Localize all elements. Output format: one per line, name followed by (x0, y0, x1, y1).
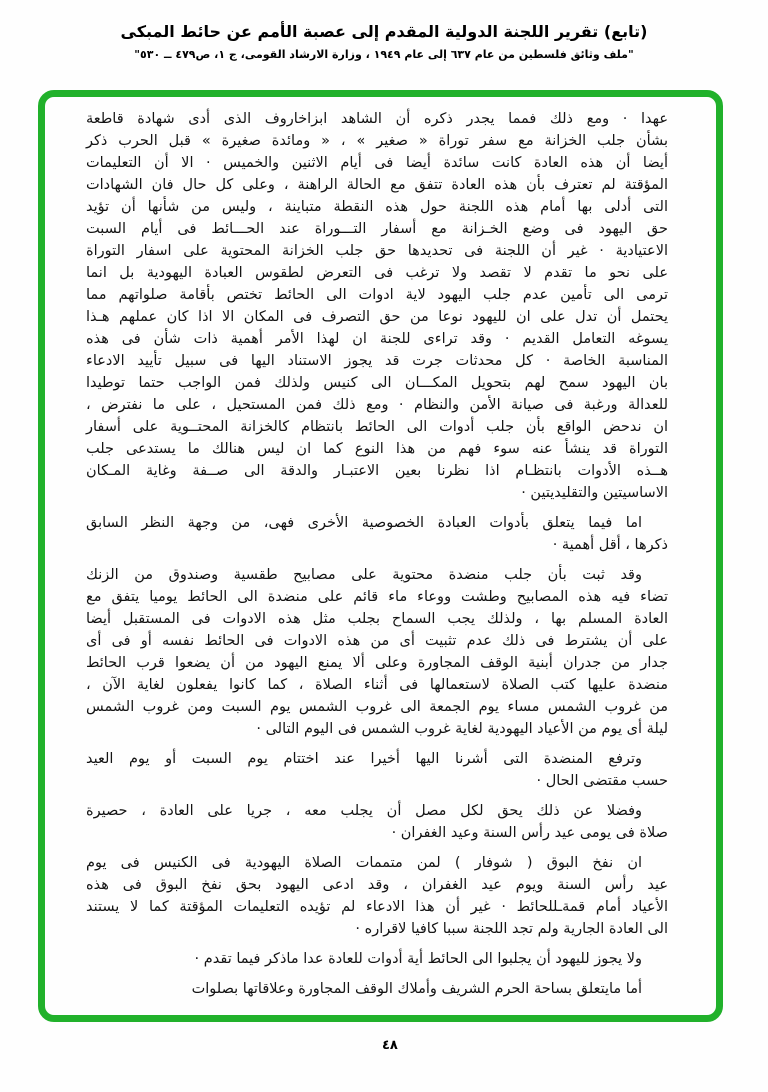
text-line: هــذه الأدوات بانتظـام اذا نظرنا بعين الاعتبـار والدقة الى صــفة وغاية المـكان (86, 463, 668, 479)
text-line: الاعتيادية · غير أن اللجنة فى تحديدها حق جلب الخزانة المحتوية على اسفار التوراة (86, 243, 668, 259)
text-line: اما فيما يتعلق بأدوات العبادة الخصوصية الأخرى فهى، من وجهة النظر السابق (86, 515, 642, 531)
text-line: العادة المسلم بها ، ولذلك يجب السماح بجلب مثل هذه الادوات فى المستقبل أيضا (86, 611, 668, 627)
text-line: بشأن جلب الخزانة مع سفر توراة « صغير » ، « ومائدة صغيرة » قبل الحرب ذكر (86, 133, 668, 149)
paragraph (86, 564, 668, 740)
text-line: حق اليهود فى وضع الخـزانة مع أسفار التـــوراة عند الحـــائط فى أيام السبت (86, 221, 668, 237)
text-line: المؤقتة لم تعترف بأن هذه العادة تتفق مع الحالة الراهنة ، وعلى كل حال فان الشهادات (86, 177, 668, 193)
text-line: يحتمل أن تدل على ان لليهود نوعا من حق التصرف فى المكان الا اذا كان عملهم هـذا (86, 309, 668, 325)
text-line: منضدة عليها كتب الصلاة لاستعمالها فى أثناء الصلاة ، كما كانوا يفعلون لغاية الآن ، (86, 677, 668, 693)
text-line: الأعياد أمام قمةـللحائط · غير أن هذا الادعاء لم تؤيده التعليمات المؤقتة كما لا يستند (86, 899, 668, 915)
text-line: ليلة أى يوم من الأعياد اليهودية لغاية غروب الشمس فى اليوم التالى · (256, 721, 668, 737)
text-line: صلاة فى يومى عيد رأس السنة وعيد الغفران · (391, 825, 668, 841)
paragraph (86, 948, 668, 970)
text-line: على نحو ما تقدم لا تقصد ولا ترغب فى التعرض لطقوس العبادة اليهودية بل انما (86, 265, 668, 281)
text-line: يسوغه التعامل القديم · وقد تراءى للجنة ان لهذا الأمر أهمية ذات شأن فى هذه (86, 331, 668, 347)
paragraph (86, 978, 668, 1000)
text-line: حسب مقتضى الحال · (536, 773, 668, 789)
text-line: وترفع المنضدة التى أشرنا اليها أخيرا عند اختتام يوم السبت أو يوم العيد (86, 751, 642, 767)
source-citation: "ملف وثائق فلسطين من عام ٦٣٧ إلى عام ١٩٤٩ ، وزارة الارشاد القومى، ج ١، ص٤٧٩ ــ ٥٣٠" (134, 48, 634, 61)
text-line: عهدا · ومع ذلك فمما يجدر ذكره أن الشاهد ابزاخاروف الذى أدى شهادة قاطعة (86, 111, 668, 127)
text-line: من غروب الشمس مساء يوم الجمعة الى غروب الشمس يوم السبت ومن غروب الشمس (86, 699, 668, 715)
text-line: وفضلا عن ذلك يحق لكل مصل أن يجلب معه ، جريا على العادة ، حصيرة (86, 803, 642, 819)
text-line: على أن يشترط فى ذلك عدم تثبيت أى من هذه الادوات فى الحائط نفسه أو فى أى (86, 633, 668, 649)
text-line: الى العادة الجارية ولم تجد اللجنة سببا كافيا لاقراره · (355, 921, 668, 937)
paragraph (86, 512, 668, 556)
report-title: (تابع) تقرير اللجنة الدولية المقدم إلى عصبة الأمم عن حائط المبكى (120, 22, 648, 41)
text-line: التوراة قد ينشأ عنه سوء فهم من هذا النوع كما ان ليس هنالك ما يستدعى جلب (86, 441, 668, 457)
text-line: ان ندحض الواقع بأن جلب أدوات الى الحائط بانتظام كالخزانة المحتــوية على أسفار (86, 419, 668, 435)
paragraph (86, 108, 668, 504)
paragraph (86, 852, 668, 940)
text-line: ذكرها ، أقل أهمية · (552, 537, 668, 553)
text-line: أيضا أن هذه العادة كانت سائدة أيضا فى أيام الاثنين والخميس · الا أن التعليمات (86, 155, 668, 171)
text-line: جدار من جدران أبنية الوقف المجاورة وعلى ألا يمنع اليهود من أن يضعوا قرب الحائط (86, 655, 668, 671)
text-line: وقد ثبت بأن جلب منضدة محتوية على مصابيح طقسية وصندوق من الزنك (86, 567, 642, 583)
text-line: عيد رأس السنة ويوم عيد الغفران ، وقد ادعى اليهود بحق نفخ البوق فى هذه (86, 877, 668, 893)
text-line: ترمى الى تأمين عدم جلب اليهود لاية ادوات الى الحائط تختص بأقامة صلواتهم مما (86, 287, 668, 303)
text-line: بان اليهود سمح لهم بتحويل المكـــان الى كنيس ولذلك فمن الواجب حتما توطيدا (86, 375, 668, 391)
page-header (0, 22, 768, 61)
text-line: المناسبة الخاصة · كل محدثات جرت قد يجوز الاستناد اليها فى سبيل تأييد الادعاء (86, 353, 668, 369)
text-line: الاساسيتين والتقليديتين · (521, 485, 668, 501)
text-line: للعدالة ورغبة فى صيانة الأمن والنظام · ومع ذلك فمن المستحيل ، على ما نفترض ، (86, 397, 668, 413)
text-line: أما مايتعلق بساحة الحرم الشريف وأملاك الوقف المجاورة وعلاقاتها بصلوات (191, 981, 642, 997)
text-line: تضاء فيه هذه المصابيح وطشت ووعاء ماء قائم على منضدة الى الحائط يوميا يتفق مع (86, 589, 668, 605)
text-line: ولا يجوز لليهود أن يجلبوا الى الحائط أية أدوات للعادة عدا ماذكر فيما تقدم · (194, 951, 642, 967)
paragraph (86, 800, 668, 844)
text-line: التى أدلى بها أمام هذه اللجنة حول هذه النقطة متباينة ، وليس من شأنها أن تؤيد (86, 199, 668, 215)
text-line: ان نفخ البوق ( شوفار ) لمن متممات الصلاة اليهودية فى الكنيس فى يوم (86, 855, 642, 871)
page-number: ٤٨ (382, 1038, 398, 1053)
paragraph (86, 748, 668, 792)
document-body (86, 108, 668, 1008)
